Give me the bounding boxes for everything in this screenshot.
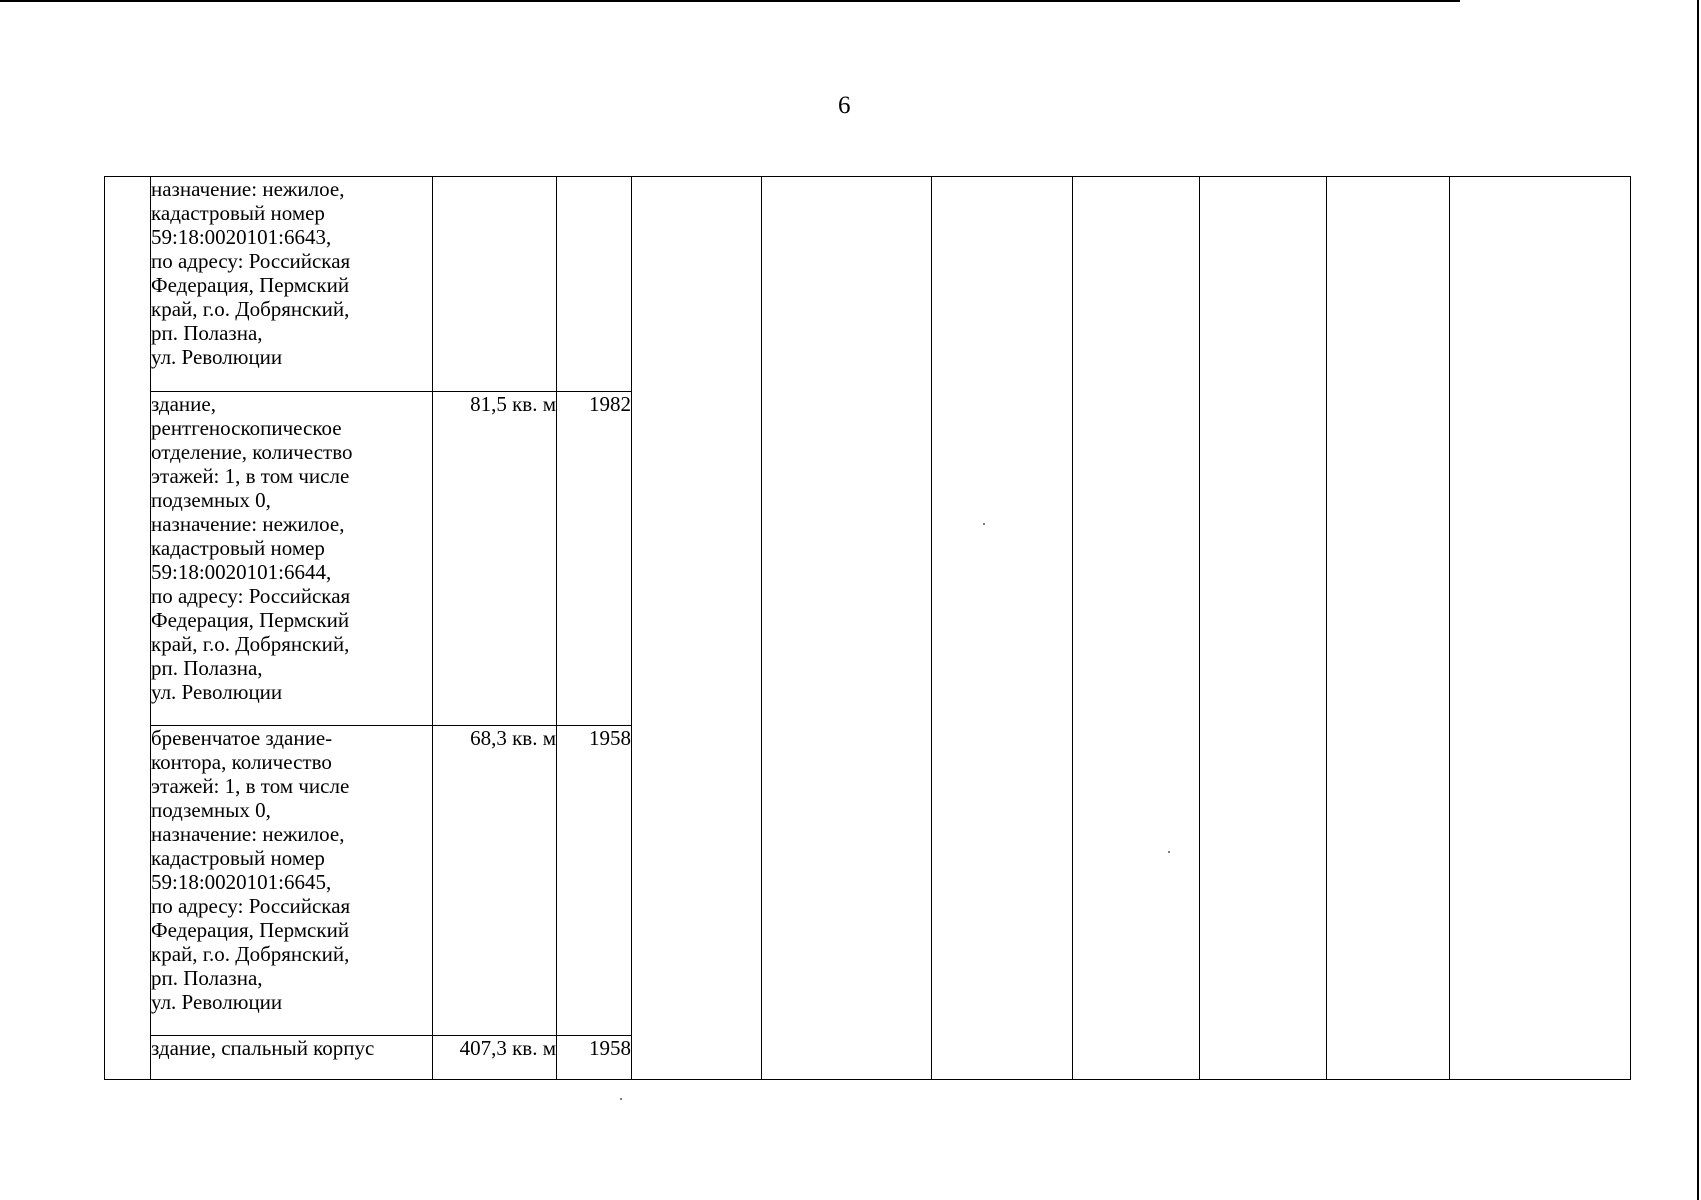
scan-speck [620, 1098, 622, 1100]
object-year-cell [557, 177, 632, 392]
object-description-cell: назначение: нежилое, кадастровый номер 59:18:0020101:6643, по адресу: Российская Федерация, Пермский край, г.о. Добрянский, рп. Полазна, ул. Революции [151, 177, 433, 392]
object-description-cell: здание, рентгеноскопическое отделение, количество этажей: 1, в том числе подземных 0, назначение: нежилое, кадастровый номер 59:18:0020101:6644, по адресу: Российская Федерация, Пермский край, г.о. Добрянский, рп. Полазна, ул. Революции [151, 392, 433, 726]
scan-top-rule [0, 0, 1460, 2]
scan-right-edge [1697, 0, 1699, 1200]
object-area-cell: 81,5 кв. м [433, 392, 557, 726]
empty-cell [1450, 177, 1631, 1080]
object-year-cell: 1958 [557, 726, 632, 1036]
scan-speck [983, 523, 985, 525]
empty-cell [1200, 177, 1327, 1080]
page-number: 6 [838, 92, 851, 119]
object-description-cell: здание, спальный корпус [151, 1036, 433, 1080]
empty-cell [1327, 177, 1450, 1080]
property-table [104, 176, 1631, 1080]
object-year-cell: 1958 [557, 1036, 632, 1080]
object-description-cell: бревенчатое здание- контора, количество этажей: 1, в том числе подземных 0, назначение: нежилое, кадастровый номер 59:18:0020101:6645, по адресу: Российская Федерация, Пермский край, г.о. Добрянский, рп. Полазна, ул. Революции [151, 726, 433, 1036]
empty-cell [932, 177, 1073, 1080]
object-area-cell: 407,3 кв. м [433, 1036, 557, 1080]
row-number-cell [105, 177, 151, 1080]
empty-cell [1073, 177, 1200, 1080]
object-area-cell: 68,3 кв. м [433, 726, 557, 1036]
object-area-cell [433, 177, 557, 392]
empty-cell [632, 177, 762, 1080]
scan-speck [1168, 851, 1170, 853]
object-year-cell: 1982 [557, 392, 632, 726]
empty-cell [762, 177, 932, 1080]
table-row [105, 177, 1631, 392]
